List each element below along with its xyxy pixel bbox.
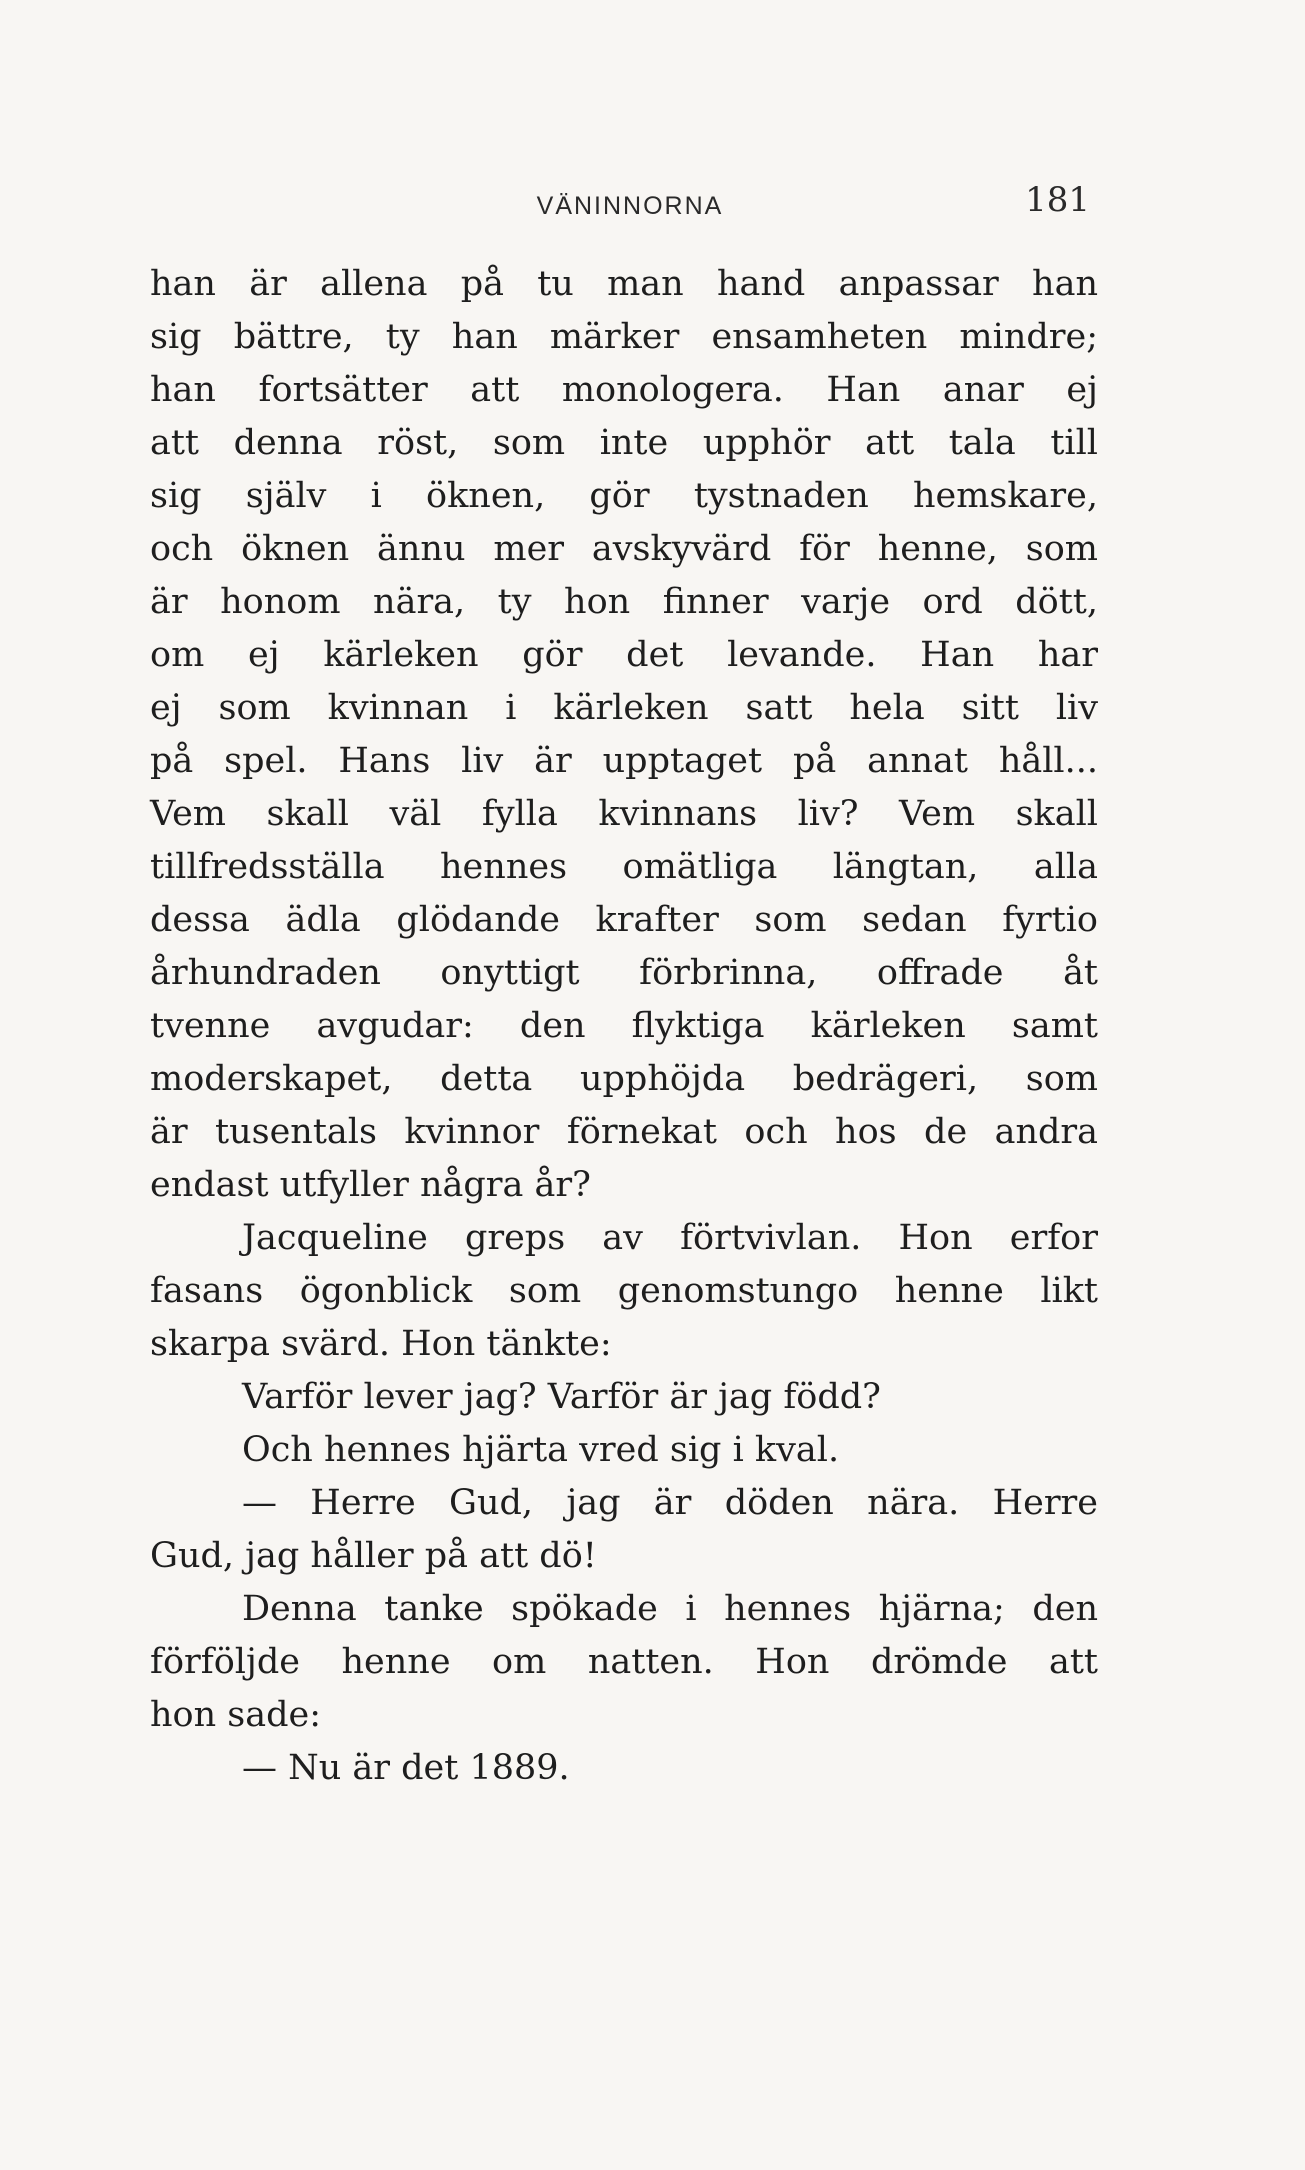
text-line: sig bättre, ty han märker ensamheten mindre; bbox=[150, 317, 1098, 357]
text-line: Och hennes hjärta vred sig i kval. bbox=[242, 1430, 840, 1470]
text-line: Jacqueline greps av förtvivlan. Hon erfor bbox=[242, 1218, 1098, 1258]
text-line: förföljde henne om natten. Hon drömde att bbox=[150, 1642, 1098, 1682]
text-line: på spel. Hans liv är upptaget på annat håll... bbox=[150, 741, 1098, 781]
text-line: är tusentals kvinnor förnekat och hos de andra bbox=[150, 1112, 1098, 1152]
text-line: Gud, jag håller på att dö! bbox=[150, 1536, 597, 1576]
text-line: endast utfyller några år? bbox=[150, 1165, 591, 1205]
text-line: tillfredsställa hennes omätliga längtan, alla bbox=[150, 847, 1098, 887]
text-line: han är allena på tu man hand anpassar han bbox=[150, 264, 1098, 304]
text-line: dessa ädla glödande krafter som sedan fyrtio bbox=[150, 900, 1098, 940]
text-line: ej som kvinnan i kärleken satt hela sitt liv bbox=[150, 688, 1098, 728]
text-line: tvenne avgudar: den flyktiga kärleken samt bbox=[150, 1006, 1098, 1046]
text-line: sig själv i öknen, gör tystnaden hemskare, bbox=[150, 476, 1098, 516]
text-line: — Herre Gud, jag är döden nära. Herre bbox=[242, 1483, 1098, 1523]
text-line: Varför lever jag? Varför är jag född? bbox=[242, 1377, 881, 1417]
page-number: 181 bbox=[1025, 180, 1090, 220]
text-line: skarpa svärd. Hon tänkte: bbox=[150, 1324, 612, 1364]
body-text bbox=[150, 258, 1098, 1795]
text-line: och öknen ännu mer avskyvärd för henne, som bbox=[150, 529, 1098, 569]
text-line: — Nu är det 1889. bbox=[242, 1748, 570, 1788]
running-title: VÄNINNORNA bbox=[536, 192, 724, 220]
text-line: Vem skall väl fylla kvinnans liv? Vem skall bbox=[150, 794, 1098, 834]
text-line: fasans ögonblick som genomstungo henne likt bbox=[150, 1271, 1098, 1311]
text-line: att denna röst, som inte upphör att tala till bbox=[150, 423, 1098, 463]
text-line: århundraden onyttigt förbrinna, offrade åt bbox=[150, 953, 1098, 993]
text-line: moderskapet, detta upphöjda bedrägeri, som bbox=[150, 1059, 1098, 1099]
text-line: är honom nära, ty hon finner varje ord dött, bbox=[150, 582, 1098, 622]
text-line: om ej kärleken gör det levande. Han har bbox=[150, 635, 1098, 675]
text-line: han fortsätter att monologera. Han anar ej bbox=[150, 370, 1098, 410]
text-line: hon sade: bbox=[150, 1695, 322, 1735]
text-line: Denna tanke spökade i hennes hjärna; den bbox=[242, 1589, 1098, 1629]
